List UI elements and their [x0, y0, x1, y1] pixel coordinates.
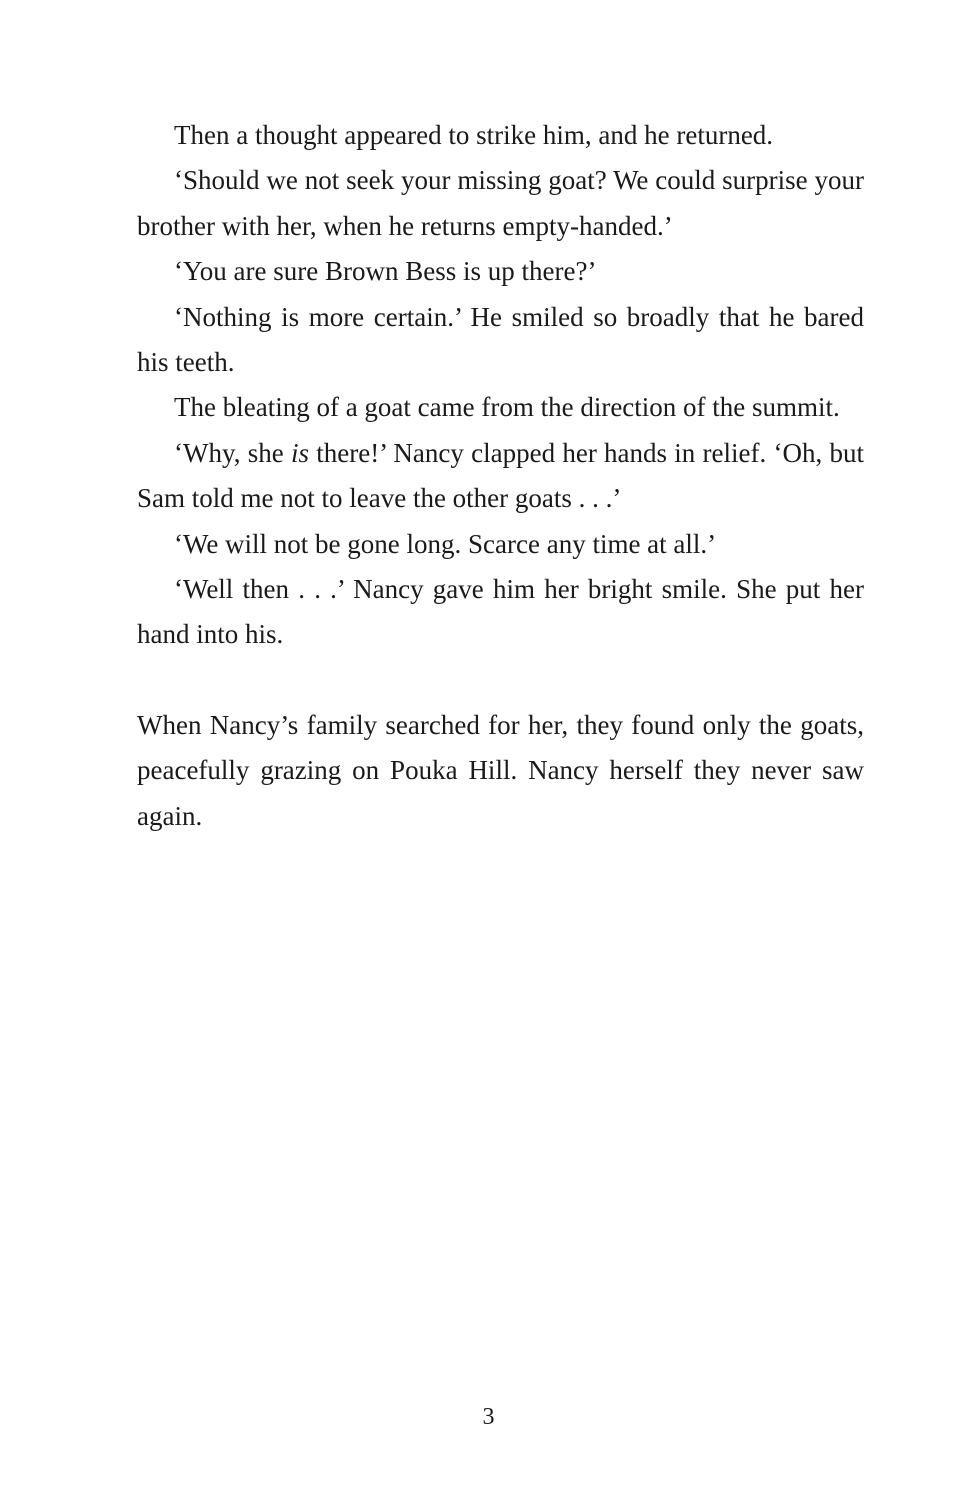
paragraph-3: ‘You are sure Brown Bess is up there?’: [174, 256, 597, 287]
page-number: 3: [482, 1404, 495, 1430]
paragraph-2: ‘Should we not seek your missing goat? We could surprise your brother with her, when he returns empty-handed.’: [137, 165, 864, 241]
page-body: [137, 113, 864, 839]
paragraph-6-emphasis: is: [290, 437, 309, 468]
paragraph-7: ‘We will not be gone long. Scarce any time at all.’: [174, 528, 717, 559]
paragraph-6: [137, 431, 864, 522]
closing-paragraph: When Nancy’s family searched for her, they found only the goats, peacefully grazing on Pouka Hill. Nancy herself they never saw again.: [137, 709, 864, 831]
paragraph-5: The bleating of a goat came from the direction of the summit.: [174, 392, 840, 423]
section-break: [137, 658, 864, 703]
paragraph-6-after: there!’ Nancy clapped her hands in relief. ‘Oh, but Sam told me not to leave the other goats . . .’: [137, 437, 864, 514]
paragraph-4: ‘Nothing is more certain.’ He smiled so broadly that he bared his teeth.: [137, 301, 864, 378]
paragraph-1: Then a thought appeared to strike him, and he returned.: [174, 120, 774, 150]
paragraph-8: ‘Well then . . .’ Nancy gave him her bright smile. She put her hand into his.: [137, 574, 864, 650]
paragraph-6-before: ‘Why, she: [174, 437, 291, 468]
